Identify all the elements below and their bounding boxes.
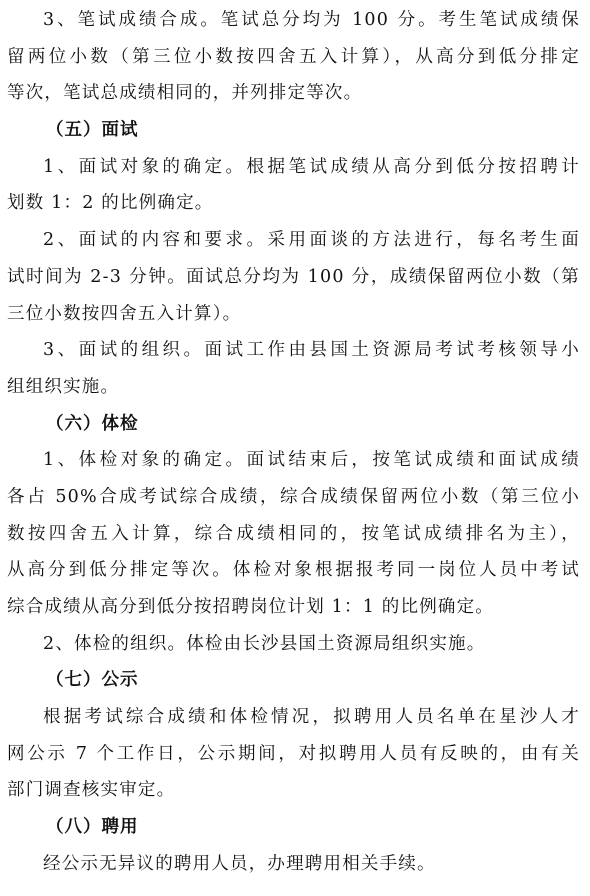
paragraph-line: 部门调查核实审定。 (7, 780, 176, 801)
paragraph-line: 综合成绩从高分到低分按招聘岗位计划 1：1 的比例确定。 (7, 597, 494, 617)
paragraph-line: 网公示 7 个工作日，公示期间，对拟聘用人员有反映的，由有关 (7, 743, 580, 764)
paragraph-line: 留两位小数（第三位小数按四舍五入计算），从高分到低分排定 (7, 46, 580, 67)
paragraph-line: 三位小数按四舍五入计算）。 (7, 303, 242, 324)
paragraph-line: 试时间为 2-3 分钟。面试总分均为 100 分，成绩保留两位小数（第 (7, 266, 580, 287)
paragraph-line: 等次，笔试总成绩相同的，并列排定等次。 (7, 83, 363, 104)
paragraph-line: 从高分到低分排定等次。体检对象根据报考同一岗位人员中考试 (7, 560, 580, 581)
paragraph-line: 数按四舍五入计算，综合成绩相同的，按笔试成绩排名为主）， (7, 523, 580, 544)
paragraph-line: 各占 50%合成考试综合成绩，综合成绩保留两位小数（第三位小 (7, 486, 580, 507)
paragraph-line: 2、体检的组织。体检由长沙县国土资源局组织实施。 (43, 633, 486, 654)
section-heading-employment: （八）聘用 (46, 817, 139, 838)
paragraph-line: 根据考试综合成绩和体检情况，拟聘用人员名单在星沙人才 (43, 707, 580, 728)
paragraph-line: 3、笔试成绩合成。笔试总分均为 100 分。考生笔试成绩保 (43, 10, 580, 30)
paragraph-line: 2、面试的内容和要求。采用面谈的方法进行，每名考生面 (43, 230, 580, 251)
section-heading-medical-exam: （六）体检 (46, 413, 139, 434)
section-heading-publicity: （七）公示 (46, 670, 139, 691)
paragraph-line: 1、体检对象的确定。面试结束后，按笔试成绩和面试成绩 (43, 450, 580, 471)
paragraph-line: 1、面试对象的确定。根据笔试成绩从高分到低分按招聘计 (43, 156, 580, 177)
paragraph-line: 经公示无异议的聘用人员，办理聘用相关手续。 (43, 853, 436, 874)
section-heading-interview: （五）面试 (46, 120, 139, 141)
paragraph-line: 组组织实施。 (7, 376, 120, 397)
paragraph-line: 3、面试的组织。面试工作由县国土资源局考试考核领导小 (43, 340, 580, 361)
paragraph-line: 划数 1：2 的比例确定。 (7, 193, 214, 214)
